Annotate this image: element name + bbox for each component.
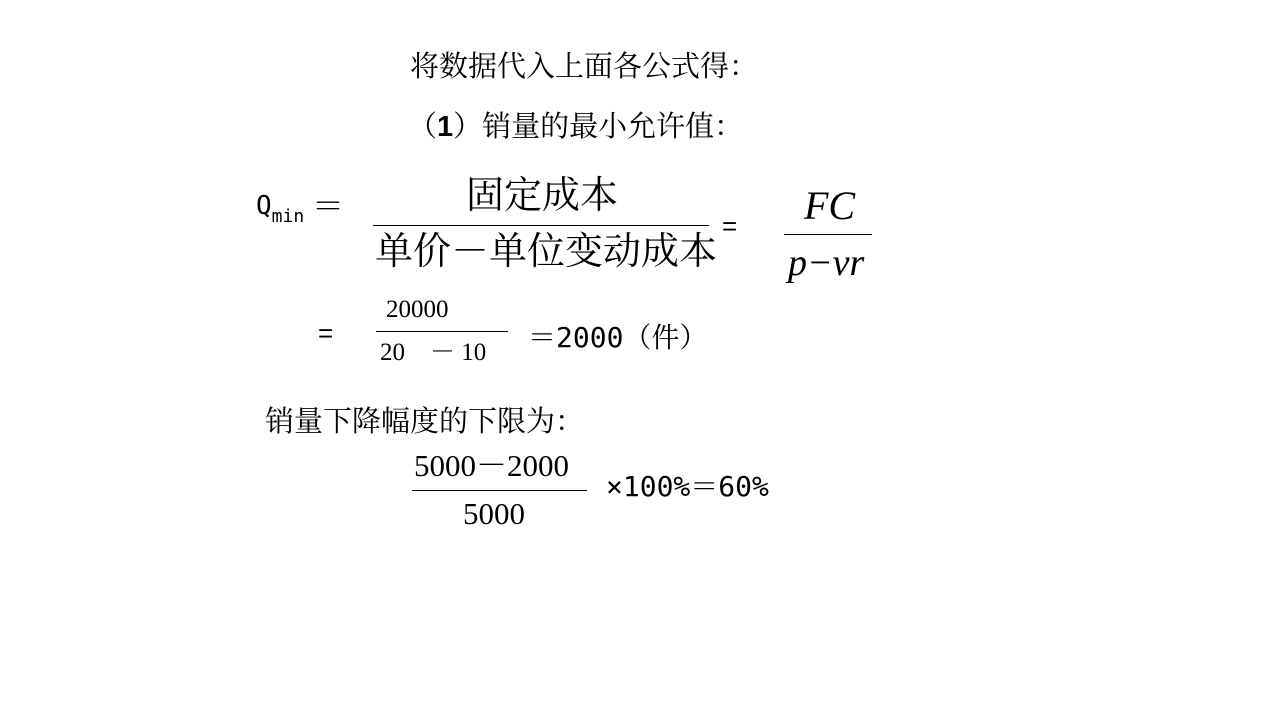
- equals-sign-2: =: [722, 211, 738, 241]
- fraction-2-denominator: p−vr: [788, 242, 865, 284]
- heading-text: 将数据代入上面各公式得：: [410, 49, 759, 83]
- fraction-1-denominator: 单价－单位变动成本: [375, 229, 718, 273]
- section-1-label: ）销量的最小允许值：: [453, 109, 744, 143]
- fraction-3-numerator: 20000: [386, 296, 449, 323]
- result-percentage: ×100%＝60%: [606, 470, 769, 503]
- fraction-4-numerator: 5000－2000: [414, 448, 569, 483]
- section-2-title: 销量下降幅度的下限为：: [265, 404, 585, 438]
- fraction-2-bar: [784, 234, 872, 235]
- fraction-3-bar: [376, 331, 508, 332]
- fraction-4-denominator: 5000: [463, 496, 525, 531]
- fraction-3-denominator: 20 － 10: [380, 339, 487, 366]
- section-number: 1: [437, 111, 454, 143]
- q-subscript: min: [271, 206, 305, 227]
- q-symbol: Q: [256, 191, 272, 221]
- open-paren: （: [408, 109, 438, 143]
- fraction-1-bar: [373, 225, 709, 226]
- section-1-title: [408, 109, 744, 143]
- equals-sign-3: =: [318, 318, 334, 348]
- fraction-1-numerator: 固定成本: [466, 173, 619, 217]
- equals-sign-1: ＝: [312, 187, 345, 225]
- result-quantity: ＝2000（件）: [528, 321, 708, 354]
- fraction-2-numerator: FC: [804, 183, 856, 228]
- fraction-4-bar: [412, 490, 587, 491]
- q-min-label: [256, 191, 305, 227]
